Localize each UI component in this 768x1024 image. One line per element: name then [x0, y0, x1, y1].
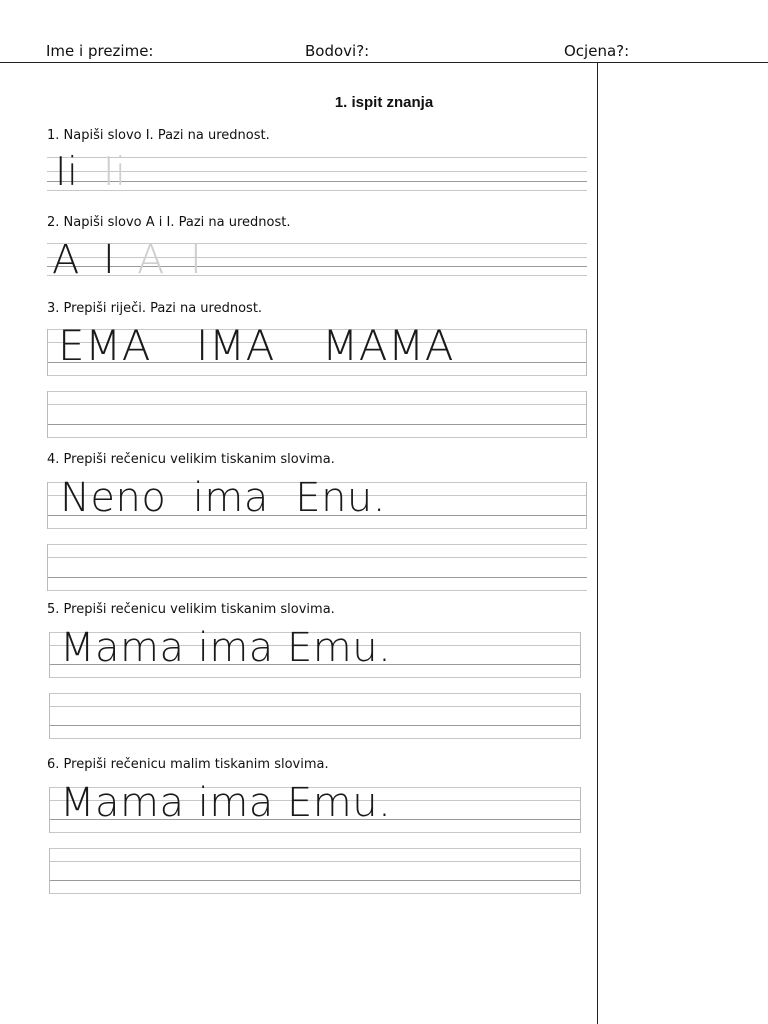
- task-2-sample-i: I: [103, 237, 116, 283]
- task-4-sample: Neno ima Enu.: [60, 475, 386, 521]
- task-6-instruction: 6. Prepiši rečenicu malim tiskanim slovima.: [47, 757, 329, 772]
- task-3-instruction: 3. Prepiši riječi. Pazi na urednost.: [47, 301, 263, 316]
- task-2-instruction: 2. Napiši slovo A i I. Pazi na urednost.: [47, 215, 291, 230]
- task-2-trace-i: I: [190, 237, 203, 283]
- task-2-trace-a: A: [137, 237, 165, 283]
- page-title: 1. ispit znanja: [334, 94, 434, 111]
- task-1-sample: Ii: [55, 150, 79, 195]
- grade-label: Ocjena?:: [564, 42, 630, 60]
- points-label: Bodovi?:: [305, 42, 370, 60]
- task-3-writing-lines[interactable]: [47, 391, 587, 438]
- task-6-writing-lines[interactable]: [49, 848, 581, 894]
- header-divider: [0, 62, 768, 63]
- task-1-instruction: 1. Napiši slovo I. Pazi na urednost.: [47, 128, 270, 143]
- task-5-instruction: 5. Prepiši rečenicu velikim tiskanim slovima.: [47, 602, 335, 617]
- task-4-instruction: 4. Prepiši rečenicu velikim tiskanim slovima.: [47, 452, 335, 467]
- task-3-word-1: EMA: [58, 321, 152, 370]
- task-3-word-3: MAMA: [322, 321, 454, 370]
- task-4-writing-lines[interactable]: [47, 544, 587, 591]
- task-6-sample: Mama ima Emu.: [60, 780, 392, 826]
- task-3-word-2: IMA: [196, 321, 275, 370]
- name-label: Ime i prezime:: [46, 42, 154, 60]
- task-1-writing-lines[interactable]: [47, 157, 587, 191]
- margin-divider: [597, 62, 598, 1024]
- task-2-writing-lines[interactable]: [47, 243, 587, 277]
- task-5-writing-lines[interactable]: [49, 693, 581, 739]
- task-2-sample-a: A: [52, 237, 80, 283]
- task-5-sample: Mama ima Emu.: [60, 625, 392, 671]
- task-1-trace: Ii: [103, 150, 127, 195]
